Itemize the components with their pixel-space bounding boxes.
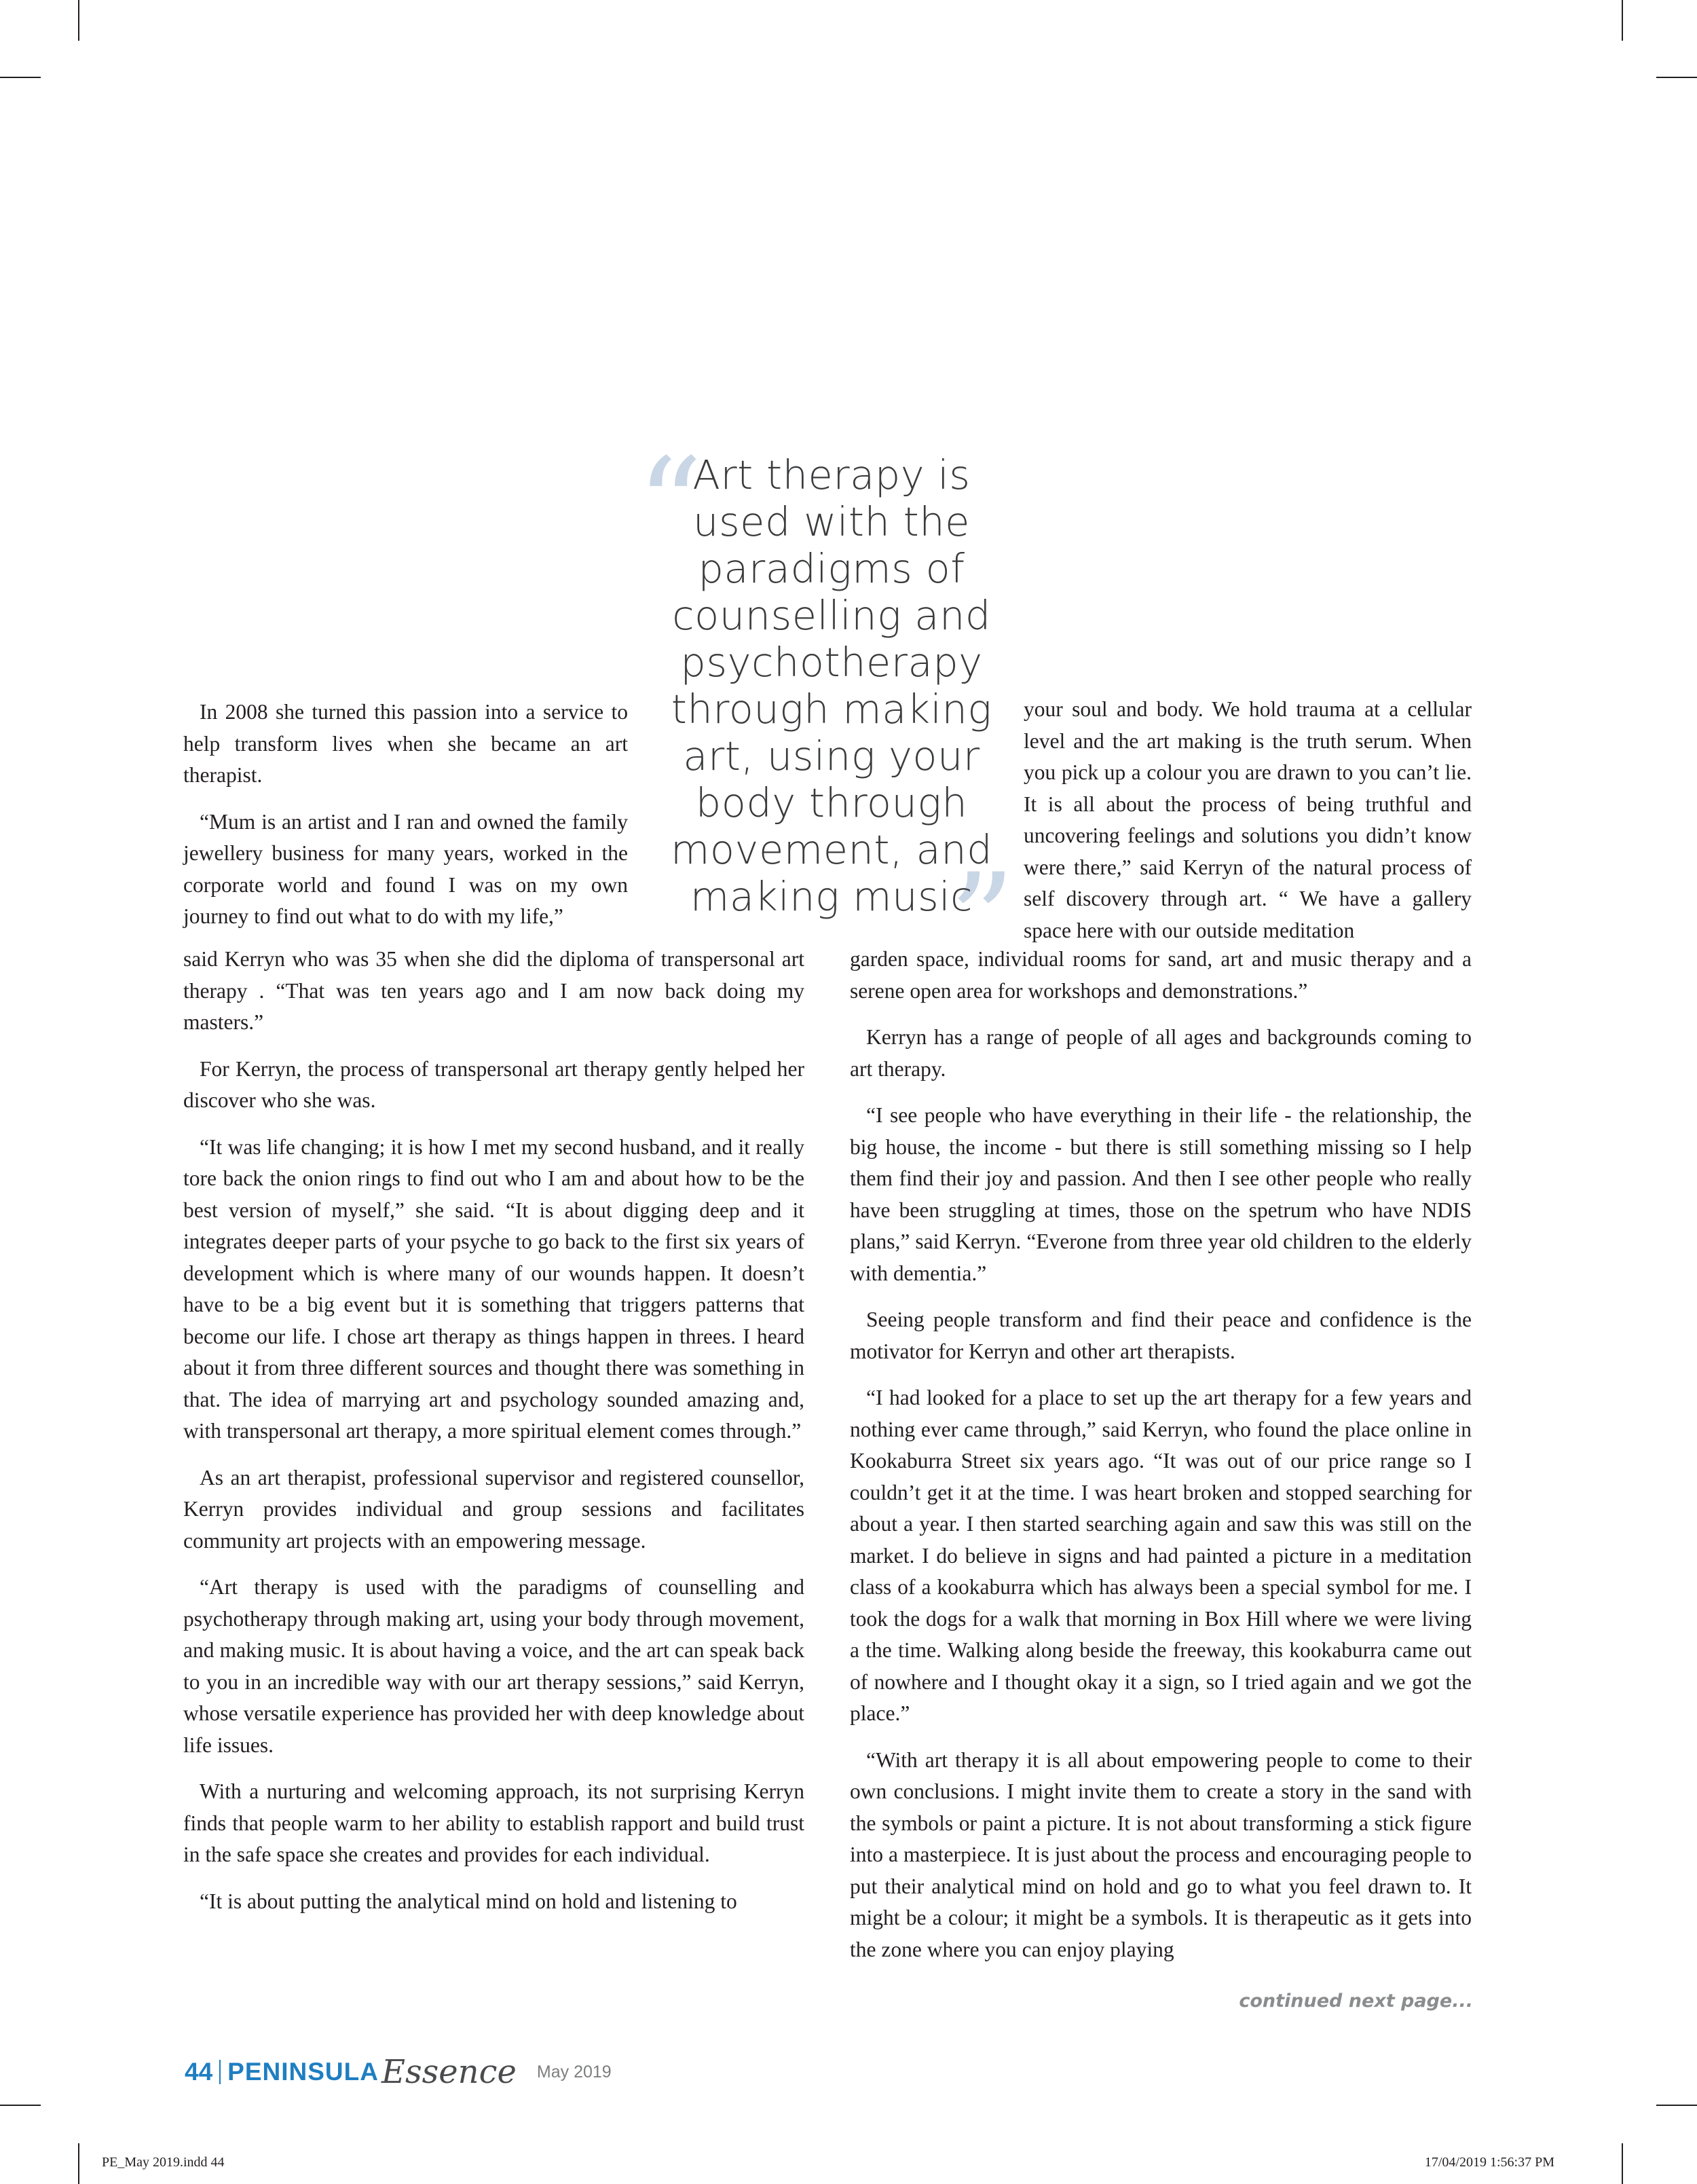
body-paragraph: “It is about putting the analytical mind on hold and listening to <box>200 1889 737 1913</box>
brand-name: PENINSULA <box>227 2058 379 2086</box>
right-column-main <box>850 944 1472 1980</box>
body-paragraph: Seeing people transform and find their peace and confidence is the motivator for Kerryn and other art therapists. <box>850 1308 1472 1363</box>
pull-quote-line: body through <box>695 779 968 826</box>
body-paragraph: your soul and body. We hold trauma at a cellular level and the art making is the truth serum. When you pick up a colour you are drawn to you can’t lie. It is all about the process of being truthful and uncovering feelings and solutions you didn’t know were there,” said Kerryn of the natural process of self discovery through art. “ We have a gallery space here with our outside meditation <box>1024 697 1472 942</box>
page-number: 44 <box>185 2058 213 2086</box>
page-footer <box>185 2052 612 2092</box>
footer-divider <box>219 2060 221 2084</box>
pull-quote-line: paradigms of <box>698 545 965 592</box>
pull-quote-line: Art therapy is <box>692 451 971 498</box>
pull-quote-line: counselling and <box>672 592 991 639</box>
crop-mark <box>78 0 79 41</box>
slug-file: PE_May 2019.indd 44 <box>102 2155 225 2170</box>
continued-label: continued next page... <box>1239 1991 1473 2012</box>
body-paragraph: “With art therapy it is all about empowering people to come to their own conclusions. I might invite them to create a story in the sand with the symbols or paint a picture. It is not about transforming a stick figure into a masterpiece. It is just about the process and encouraging people to put their analytical mind on hold and go to what you feel drawn to. It might be a colour; it might be a symbols. It is therapeutic as it gets into the zone where you can enjoy playing <box>850 1747 1472 1961</box>
right-column-top <box>1024 694 1472 961</box>
crop-mark <box>1622 2143 1623 2184</box>
pull-quote <box>641 451 1022 920</box>
body-paragraph: In 2008 she turned this passion into a service to help transform lives when she became an art therapist. <box>183 700 628 787</box>
crop-mark <box>78 2143 79 2184</box>
crop-mark <box>1622 0 1623 41</box>
body-paragraph: said Kerryn who was 35 when she did the diploma of transpersonal art therapy . “That was ten years ago and I am now back doing my masters.” <box>183 947 804 1034</box>
crop-mark <box>0 2105 41 2106</box>
pull-quote-line: making music <box>690 873 973 920</box>
left-column-top <box>183 697 628 948</box>
issue-date: May 2019 <box>536 2062 612 2081</box>
crop-mark <box>0 77 41 78</box>
body-paragraph: “Mum is an artist and I ran and owned the family jewellery business for many years, worked in the corporate world and found I was on my own journey to find out what to do with my life,” <box>183 809 628 928</box>
pull-quote-line: through making <box>671 686 992 733</box>
crop-mark <box>1656 2105 1697 2106</box>
body-paragraph: “Art therapy is used with the paradigms of counselling and psychotherapy through making art, using your body through movement, and making music. It is about having a voice, and the art can speak back to you in an incredible way with our art therapy sessions,” said Kerryn, whose versatile experience has provided her with deep knowledge about life issues. <box>183 1575 804 1757</box>
body-paragraph: With a nurturing and welcoming approach, its not surprising Kerryn finds that people warm to her ability to establish rapport and build trust in the safe space she creates and provides for each individual. <box>183 1779 804 1866</box>
pull-quote-line: used with the <box>693 498 970 545</box>
body-paragraph: Kerryn has a range of people of all ages and backgrounds coming to art therapy. <box>850 1025 1472 1081</box>
close-quote-mark-icon: ” <box>949 846 1015 996</box>
pull-quote-line: art, using your <box>683 733 980 779</box>
body-paragraph: As an art therapist, professional supervisor and registered counsellor, Kerryn provides individual and group sessions and facilitates community art projects with an empowering message. <box>183 1465 804 1553</box>
body-paragraph: “It was life changing; it is how I met my second husband, and it really tore back the onion rings to find out who I am and about how to be the best version of myself,” she said. “It is about digging deep and it integrates deeper parts of your psyche to go back to the first six years of development which is where many of our wounds happen. It doesn’t have to be a big event but it is something that triggers patterns that become our life. I chose art therapy as things happen in threes. I heard about it from three different sources and thought there was something in that. The idea of marrying art and psychology sounded amazing and, with transpersonal art therapy, a more spiritual element comes through.” <box>183 1134 804 1443</box>
pull-quote-line: psychotherapy <box>680 639 983 686</box>
pull-quote-line: movement, and <box>670 826 993 873</box>
open-quote-mark-icon: “ <box>637 430 703 580</box>
body-paragraph: “I had looked for a place to set up the art therapy for a few years and nothing ever came through,” said Kerryn, who found the place online in Kookaburra Street six years ago. “It was out of our price range so I couldn’t get it at the time. I was heart broken and stopped searching for about a year. I then started searching again and saw this was still on the market. I do believe in signs and had painted a picture in a meditation class of a kookaburra which has always been a special symbol for me. I took the dogs for a walk that morning in Box Hill where we were living a the time. Walking along beside the freeway, this kookaburra came out of nowhere and I thought okay it a sign, so I tried again and we got the place.” <box>850 1386 1472 1725</box>
body-paragraph: “I see people who have everything in their life - the relationship, the big house, the income - but there is still something missing so I help them find their joy and passion. And then I see other people who really have been struggling at times, those on the spetrum who have NDIS plans,” said Kerryn. “Everone from three year old children to the elderly with dementia.” <box>850 1103 1472 1285</box>
slug-timestamp: 17/04/2019 1:56:37 PM <box>1424 2155 1554 2170</box>
crop-mark <box>1656 77 1697 78</box>
brand-script: Essence <box>381 2053 517 2091</box>
body-paragraph: For Kerryn, the process of transpersonal art therapy gently helped her discover who she was. <box>183 1056 804 1112</box>
body-paragraph: garden space, individual rooms for sand, art and music therapy and a serene open area for workshops and demonstrations.” <box>850 947 1472 1003</box>
left-column-main <box>183 944 804 1932</box>
